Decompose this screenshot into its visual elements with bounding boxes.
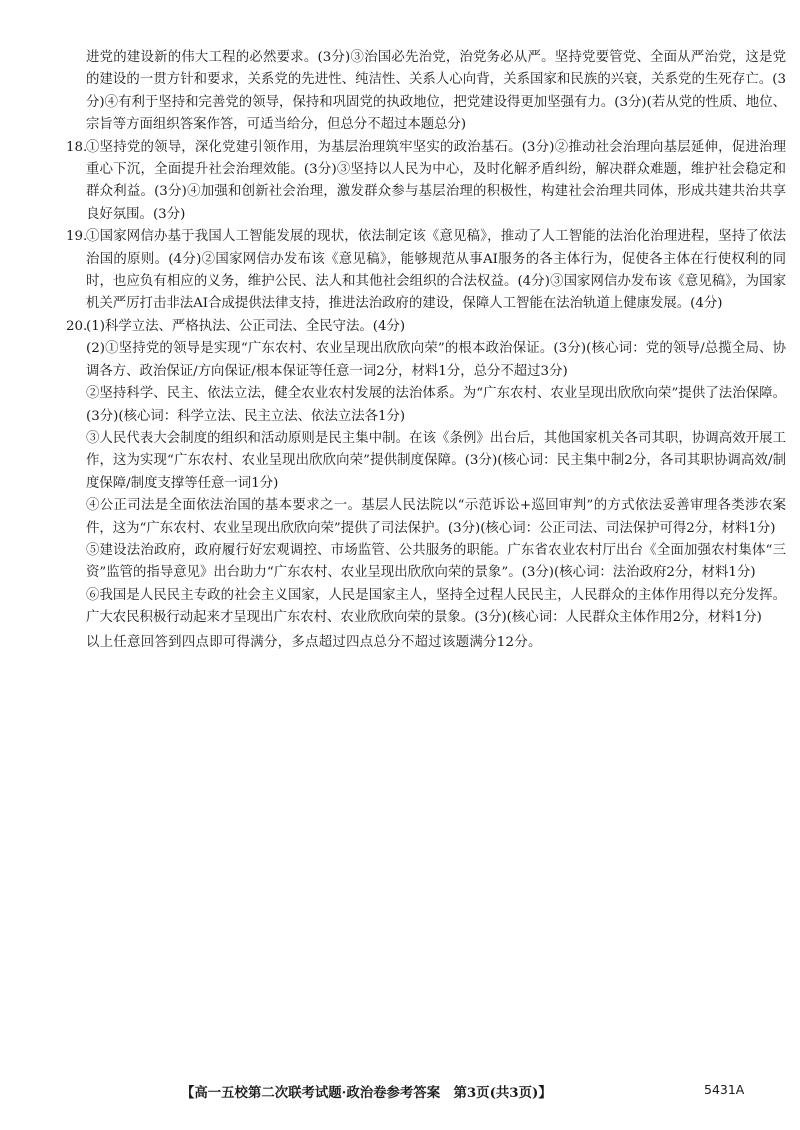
question-20 xyxy=(66,316,786,338)
question-number: 19. xyxy=(66,229,88,245)
question-18 xyxy=(66,137,786,227)
footer-title: 【高一五校第二次联考试题·政治卷参考答案 第3页(共3页)】 xyxy=(181,1085,552,1101)
page-footer xyxy=(0,1082,800,1106)
footer-code: 5431A xyxy=(704,1082,745,1097)
q20-point-1: (2)①坚持党的领导是实现“广东农村、农业呈现出欣欣向荣”的根本政治保证。(3分)(核心词：党的领导/总揽全局、协调各方、政治保证/方向保证/根本保证等任意一词2分，材料1分，总分不超过3分) xyxy=(86,341,786,379)
question-number: 20. xyxy=(66,318,88,334)
q20-point-5: ⑤建设法治政府，政府履行好宏观调控、市场监管、公共服务的职能。广东省农业农村厅出台《全面加强农村集体“三资”监管的指导意见》出台助力“广东农村、农业呈现出欣欣向荣的景象”。(3分)(核心词：法治政府2分，材料1分) xyxy=(86,542,786,581)
q20-point-4: ④公正司法是全面依法治国的基本要求之一。基层人民法院以“示范诉讼+巡回审判”的方式依法妥善审理各类涉农案件，这为“广东农村、农业呈现出欣欣向荣”提供了司法保护。(3分)(核心词：公正司法、司法保护可得2分，材料1分) xyxy=(86,498,786,536)
question-answer: ①坚持党的领导，深化党建引领作用，为基层治理筑牢坚实的政治基石。(3分)②推动社会治理向基层延伸，促进治理重心下沉，全面提升社会治理效能。(3分)③坚持以人民为中心，及时化解矛盾纠纷，解决群众难题，维护社会稳定和群众利益。(3分)④加强和创新社会治理，激发群众参与基层治理的积极性，构建社会治理共同体，形成共建共治共享良好氛围。(3分) xyxy=(86,139,786,222)
answer-content xyxy=(66,47,786,654)
scoring-note: 以上任意回答到四点即可得满分，多点超过四点总分不超过该题满分12分。 xyxy=(86,634,542,650)
question-number: 18. xyxy=(66,139,88,155)
intro-paragraph: 进党的建设新的伟大工程的必然要求。(3分)③治国必先治党，治党务必从严。坚持党要管党、全面从严治党，这是党的建设的一贯方针和要求，关系党的先进性、纯洁性、关系人心向背，关系国家和民族的兴衰，关系党的生死存亡。(3分)④有利于坚持和完善党的领导，保持和巩固党的执政地位，把党建设得更加坚强有力。(3分)(若从党的性质、地位、宗旨等方面组织答案作答，可适当给分，但总分不超过本题总分) xyxy=(86,50,786,133)
question-answer: ①国家网信办基于我国人工智能发展的现状，依法制定该《意见稿》，推动了人工智能的法治化治理进程，坚持了依法治国的原则。(4分)②国家网信办发布该《意见稿》，能够规范从事AI服务的各主体行为，促使各主体在行使权利的同时，也应负有相应的义务，维护公民、法人和其他社会组织的合法权益。(4分)③国家网信办发布该《意见稿》，为国家机关严厉打击非法AI合成提供法律支持，推进法治政府的建设，保障人工智能在法治轨道上健康发展。(4分) xyxy=(86,229,786,312)
q20-point-3: ③人民代表大会制度的组织和活动原则是民主集中制。在该《条例》出台后，其他国家机关各司其职，协调高效开展工作，这为实现“广东农村、农业呈现出欣欣向荣”提供制度保障。(3分)(核心词：民主集中制2分，各司其职协调高效/制度保障/制度支撑等任意一词1分) xyxy=(86,430,786,491)
question-19 xyxy=(66,226,786,316)
q20-point-6: ⑥我国是人民民主专政的社会主义国家，人民是国家主人，坚持全过程人民民主，人民群众的主体作用得以充分发挥。广大农民积极行动起来才呈现出广东农村、农业欣欣向荣的景象。(3分)(核心词：人民群众主体作用2分，材料1分) xyxy=(86,587,786,626)
q20-point-2: ②坚持科学、民主、依法立法，健全农业农村发展的法治体系。为“广东农村、农业呈现出欣欣向荣”提供了法治保障。(3分)(核心词：科学立法、民主立法、依法立法各1分) xyxy=(86,386,786,424)
question-answer: (1)科学立法、严格执法、公正司法、全民守法。(4分) xyxy=(86,318,406,334)
